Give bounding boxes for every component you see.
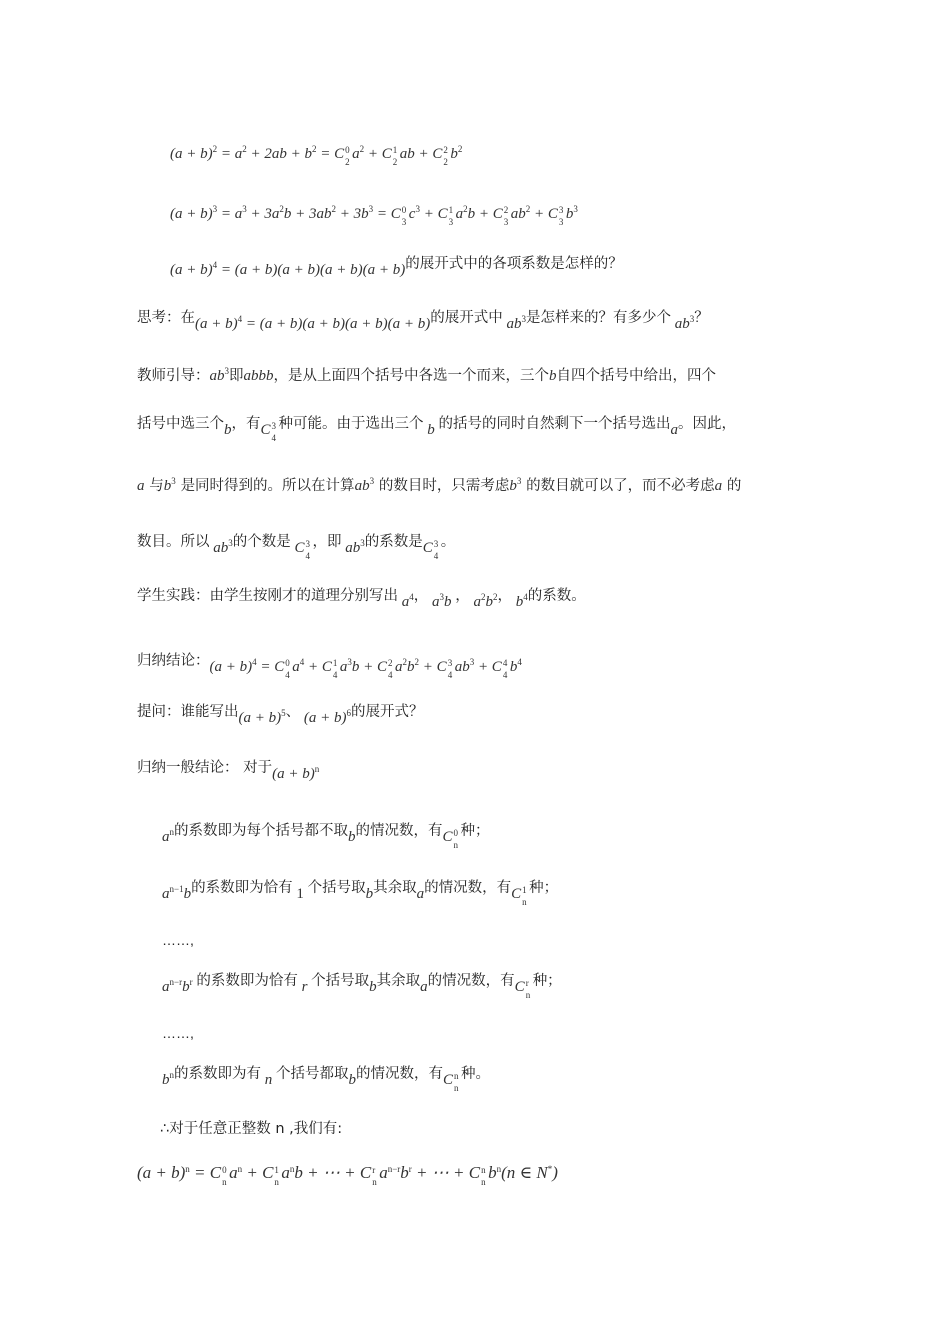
question-paragraph: 提问：谁能写出$(a + b)^5$、 $(a + b)^6$的展开式？ <box>137 704 424 726</box>
case-a-n: $a^n$的系数即为每个括号都不取b的情况数，有C 0 n 种； <box>162 823 490 850</box>
teacher-guide-label: 教师引导： <box>137 368 210 384</box>
student-practice: 学生实践：由学生按刚才的道理分别写出 $a^4$， $a^3b$ ， $a^2b^2$， $b^4$的系数。 <box>137 588 586 610</box>
case-a-n-1-b: $a^{n-1}b$的系数即为恰有 1 个括号取b其余取a的情况数，有C 1 n 种； <box>162 880 559 907</box>
teacher-guide-line-2: 括号中选三个b，有C 3 4 种可能。由于选出三个 b 的括号的同时自然剩下一个括号选出a。因此， <box>137 416 737 443</box>
fourth-power-question: $(a + b)^4 = (a + b)(a + b)(a + b)(a + b)$的展开式中的各项系数是怎样的？ <box>170 256 623 278</box>
conclusion-fourth-power: 归纳结论：$(a + b)^4 = C$ 0 4 $a^4 + C$ 1 4 $a^3b + C$ 2 4 $a^2b^2 + C$ 3 4 $ab^3 + C$ 4 4 $b^4$ <box>137 653 522 680</box>
binomial-theorem: $(a + b)^n = C$ 0 n $a^n + C$ 1 n $a^nb$ + ⋯ + C r n $a^{n-r}b^r$ + ⋯ + C n n $b^n(n$ ∈ N*) <box>137 1163 558 1187</box>
ellipsis-2: ……, <box>162 1025 194 1041</box>
fourth-power-question-text: 的展开式中的各项系数是怎样的？ <box>405 256 623 272</box>
teacher-guide-line-4: 数目。所以 $ab^3$的个数是 C 3 4 ，即 $ab^3$的系数是C 3 4 。 <box>137 534 456 561</box>
teacher-guide-line-1: 教师引导：$ab^3$即abbb，是从上面四个括号中各选一个而来，三个b自四个括号中给出，四个 <box>137 366 716 384</box>
expansion-square: $(a + b)^2 = a^2 + 2ab + b^2 = C$ 0 2 $a^2 + C$ 1 2 ab + C 2 2 $b^2$ <box>170 144 463 167</box>
case-b-n: $b^n$的系数即为有 n 个括号都取b的情况数，有C n n 种。 <box>162 1066 491 1093</box>
case-a-n-r-b-r: $a^{n-r}b^r$ 的系数即为恰有 r 个括号取b其余取a的情况数，有C r n 种； <box>162 973 562 1000</box>
think-paragraph: 思考：在$(a + b)^4 = (a + b)(a + b)(a + b)(a + b)$的展开式中 $ab^3$是怎样来的？有多少个 $ab^3$？ <box>137 310 709 332</box>
general-conclusion-label: 归纳一般结论： 对于$(a + b)^n$ <box>137 760 320 782</box>
think-label: 思考：在 <box>137 310 195 326</box>
ellipsis-1: ……, <box>162 932 194 948</box>
therefore-line: ∴对于任意正整数 n ,我们有: <box>160 1121 343 1137</box>
expansion-cube: $(a + b)^3 = a^3 + 3a^2b + 3ab^2 + 3b^3 = C$ 0 3 $c^3 + C$ 1 3 $a^2b + C$ 2 3 $ab^2 + C$ 3 3 $b^3$ <box>170 204 578 227</box>
teacher-guide-line-3: a 与$b^3$ 是同时得到的。所以在计算$ab^3$ 的数目时，只需考虑$b^3$ 的数目就可以了，而不必考虑a 的 <box>137 476 742 494</box>
